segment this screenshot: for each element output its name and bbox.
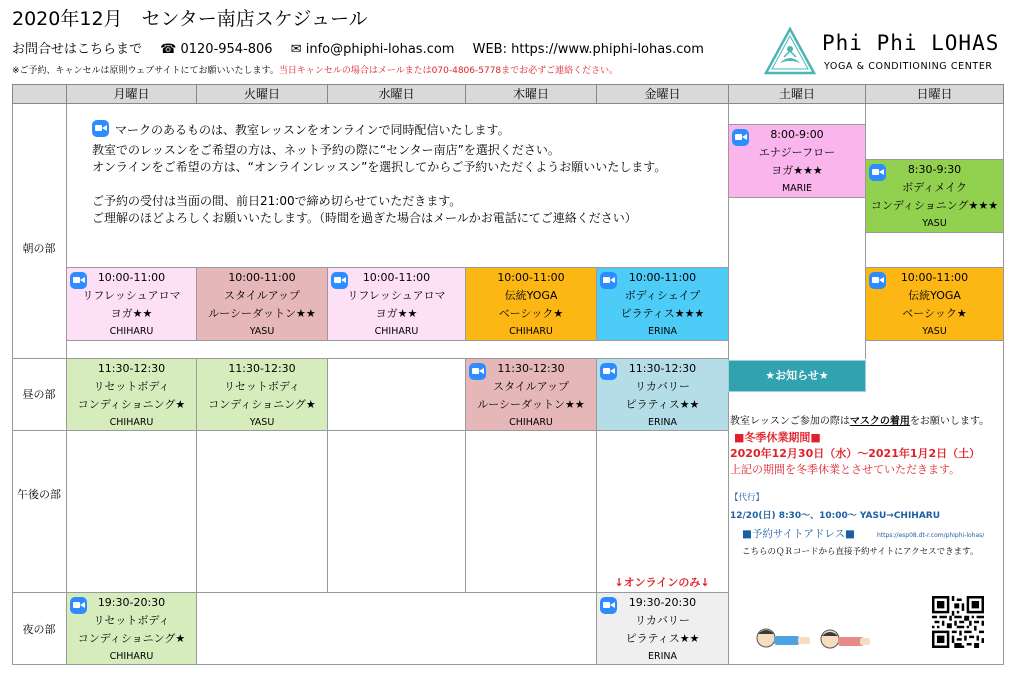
lesson-instructor: MARIE [781,183,813,194]
lesson-type: コンディショニング★ [77,398,186,411]
lesson-type: ルーシーダットン★★ [208,307,316,320]
zoom-icon [70,597,87,614]
lesson-name: 伝統YOGA [504,289,558,302]
lesson-instructor: ERINA [647,326,677,337]
substitute-detail: 12/20(日) 8:30～、10:00～ YASU→CHIHARU [730,511,941,521]
lesson-time: 11:30-12:30 [497,362,565,375]
lesson-instructor: CHIHARU [374,326,419,337]
lesson-type: コンディショニング★ [208,398,316,411]
lesson-type: ピラティス★★★ [620,307,705,320]
lesson-card[interactable] [465,267,597,341]
lesson-name: リフレッシュアロマ [82,289,181,302]
mask-bold: マスクの着用 [849,416,910,427]
section-morning: 朝の部 [22,242,56,255]
qr-note: こちらのＱＲコードから直接予約サイトにアクセスできます。 [742,547,979,557]
holiday-title: ■冬季休業期間■ [734,431,821,444]
intro-line: ご予約の受付は当面の間、前日21:00で締め切らせていただきます。 [92,194,462,208]
lesson-time: 19:30-20:30 [97,596,166,609]
lesson-type: ベーシック★ [498,307,564,320]
lesson-card[interactable] [865,267,1004,341]
lesson-time: 10:00-11:00 [362,271,431,284]
lesson-instructor: CHIHARU [109,651,154,662]
lesson-name: リセットボディ [93,614,170,627]
day-header-fri: 金曜日 [596,84,729,104]
news-heading: ★お知らせ★ [728,360,866,392]
lesson-time: 10:00-11:00 [97,271,166,284]
contact-label: お問合せはこちらまで [12,42,143,57]
lesson-name: リカバリー [635,614,690,627]
lesson-time: 10:00-11:00 [900,271,969,284]
day-header-mon: 月曜日 [66,84,197,104]
lesson-type: コンディショニング★★★ [870,199,999,212]
lotus-triangle-icon [764,27,816,77]
holiday-note: 上記の期間を冬季休業とさせていただきます。 [730,463,961,476]
notice-text: ※ご予約、キャンセルは原則ウェブサイトにてお願いいたします。 [12,66,279,76]
day-header-thu: 木曜日 [465,84,597,104]
lesson-card[interactable] [596,267,729,341]
lesson-name: リカバリー [635,380,690,393]
lesson-card[interactable] [66,358,197,431]
mask-text: をお願いします。 [909,416,990,427]
lesson-instructor: ERINA [647,417,677,428]
substitute-label: 【代行】 [730,493,765,503]
lesson-card[interactable] [327,267,466,341]
lesson-name: スタイルアップ [223,289,300,302]
lesson-instructor: YASU [922,218,947,229]
email-link[interactable]: ✉ info@phiphi-lohas.com [290,42,455,57]
holiday-dates: 2020年12月30日（水）～2021年1月2日（土） [730,447,981,460]
site-label: ■予約サイトアドレス■ [742,528,855,540]
lesson-instructor: ERINA [647,651,677,662]
section-afternoon: 午後の部 [17,488,61,501]
lesson-card[interactable] [596,592,729,665]
phone-number[interactable]: ☎ 0120-954-806 [160,42,273,57]
lesson-time: 11:30-12:30 [97,362,166,375]
site-url[interactable]: https://esp08.dt-r.com/phiphi-lohas/ [876,532,985,539]
lesson-name: リセットボディ [223,380,300,393]
lesson-time: 19:30-20:30 [628,596,697,609]
page-title: 2020年12月 センター南店スケジュール [12,8,368,30]
lesson-type: ピラティス★★ [625,398,700,411]
lesson-type: ヨガ★★ [375,307,418,320]
site-row [730,526,1002,544]
lesson-time: 11:30-12:30 [628,362,697,375]
lesson-name: エナジーフロー [758,146,836,159]
header-blank [12,84,67,104]
lesson-card[interactable] [465,358,597,431]
lesson-name: 伝統YOGA [908,289,961,302]
lesson-time: 11:30-12:30 [228,362,296,375]
lesson-card[interactable] [196,358,328,431]
lesson-instructor: YASU [249,417,275,428]
qr-code-icon[interactable] [932,596,984,648]
lesson-time: 10:00-11:00 [497,271,565,284]
zoom-icon [600,363,617,380]
brand-tagline: YOGA & CONDITIONING CENTER [824,61,993,72]
lesson-card[interactable] [196,267,328,341]
brand-name: Phi Phi LOHAS [822,31,1000,55]
lesson-time: 8:30-9:30 [907,163,962,176]
day-header-sat: 土曜日 [728,84,866,104]
mask-notice [730,414,1002,430]
notice-red-text: 当日キャンセルの場合はメールまたは070-4806-5778までお必ずご連絡ください。 [278,66,619,76]
contact-line [12,38,718,57]
intro-line: マークのあるものは、教室レッスンをオンラインで同時配信いたします。 [115,123,510,137]
zoom-icon [70,272,87,289]
website-link[interactable]: WEB: https://www.phiphi-lohas.com [472,42,704,57]
lesson-instructor: CHIHARU [109,417,154,428]
zoom-icon [331,272,348,289]
lesson-type: ヨガ★★★ [771,164,823,177]
section-night: 夜の部 [22,623,56,636]
lesson-type: ルーシーダットン★★ [477,398,585,411]
lesson-card[interactable] [596,358,729,431]
lesson-name: スタイルアップ [492,380,569,393]
lesson-time: 8:00-9:00 [770,128,824,141]
grid-line [465,430,466,592]
sleeping-people-illustration [752,624,870,654]
lesson-name: リセットボディ [93,380,170,393]
lesson-type: ベーシック★ [902,307,967,320]
lesson-time: 10:00-11:00 [228,271,296,284]
lesson-card[interactable] [66,267,197,341]
lesson-card[interactable] [66,592,197,665]
zoom-icon [869,164,886,181]
lesson-name: ボディシェイプ [624,289,701,302]
day-header-wed: 水曜日 [327,84,466,104]
grid-line [327,430,328,592]
mask-text: 教室レッスンご参加の際は [730,416,850,427]
lesson-card[interactable] [728,124,866,198]
booking-notice [12,63,618,76]
lesson-instructor: CHIHARU [109,326,154,337]
lesson-type: ヨガ★★ [110,307,153,320]
intro-line: オンラインをご希望の方は、“オンラインレッスン”を選択してからご予約いただくようお願いいたします。 [92,160,667,174]
grid-line [196,430,197,592]
lesson-type: ピラティス★★ [625,632,700,645]
lesson-name: ボディメイク [902,181,967,194]
zoom-icon [732,129,749,146]
brand-logo [764,27,1004,79]
lesson-instructor: YASU [922,326,947,337]
schedule-table [12,84,1004,665]
day-header-tue: 火曜日 [196,84,328,104]
intro-line: ご理解のほどよろしくお願いいたします。（時間を過ぎた場合はメールかお電話にてご連絡ください） [92,211,637,225]
grid-line [596,430,597,592]
online-only-label: ↓オンラインのみ↓ [614,576,710,589]
lesson-instructor: YASU [249,326,275,337]
news-panel [730,414,1002,560]
lesson-time: 10:00-11:00 [628,271,697,284]
zoom-icon [869,272,886,289]
grid-line [12,84,13,665]
zoom-icon [469,363,486,380]
lesson-type: コンディショニング★ [77,632,186,645]
day-header-sun: 日曜日 [865,84,1004,104]
zoom-icon [92,120,109,137]
lesson-instructor: CHIHARU [509,417,553,428]
section-noon: 昼の部 [22,388,56,401]
zoom-icon [600,597,617,614]
lesson-instructor: CHIHARU [509,326,553,337]
intro-line: 教室でのレッスンをご希望の方は、ネット予約の際に“センター南店”を選択ください。 [92,143,560,157]
zoom-icon [600,272,617,289]
lesson-card[interactable] [865,159,1004,233]
lesson-name: リフレッシュアロマ [347,289,446,302]
intro-text [92,120,666,227]
